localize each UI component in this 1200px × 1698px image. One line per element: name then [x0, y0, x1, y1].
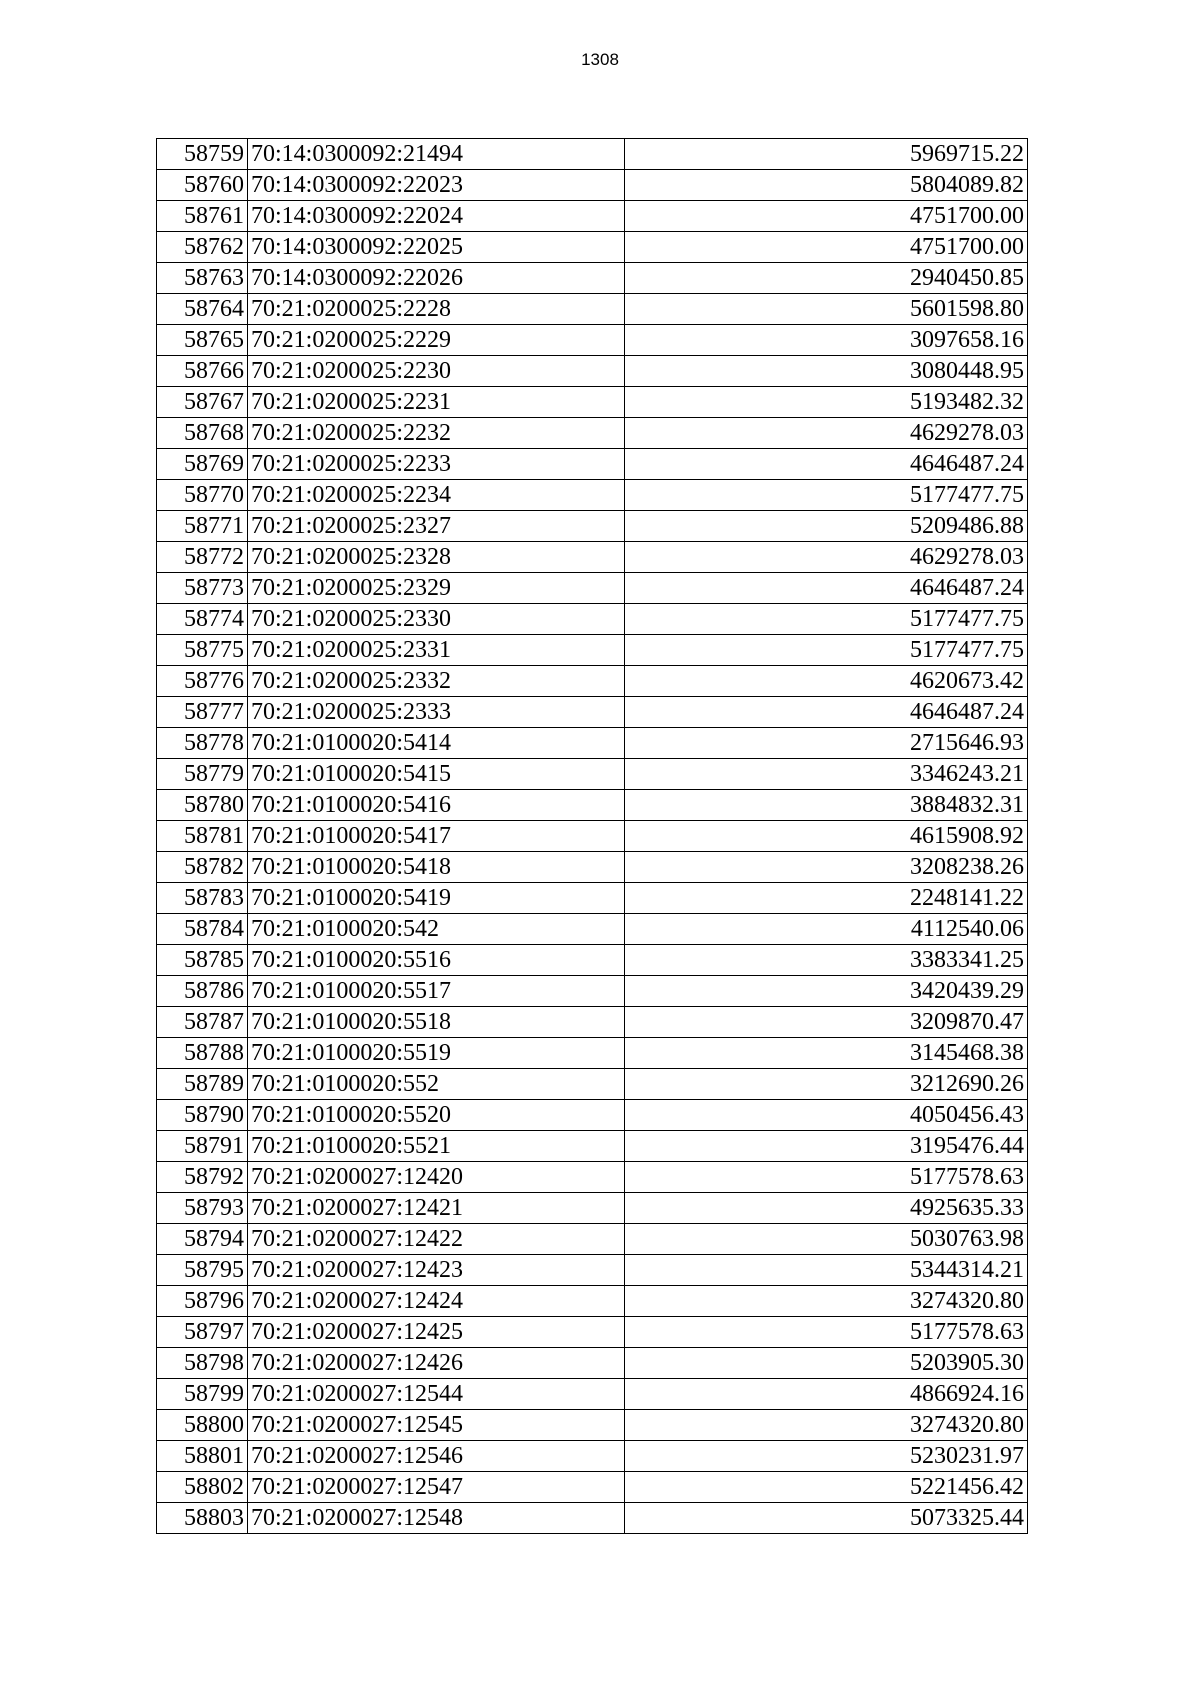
row-number-cell: 58792 — [157, 1162, 248, 1193]
table-row — [157, 728, 1028, 759]
value-cell: 3097658.16 — [625, 325, 1028, 356]
table-row — [157, 511, 1028, 542]
row-number-cell: 58759 — [157, 139, 248, 170]
table-row — [157, 263, 1028, 294]
cadastral-number-cell: 70:21:0100020:5415 — [248, 759, 625, 790]
table-row — [157, 1100, 1028, 1131]
row-number-cell: 58802 — [157, 1472, 248, 1503]
value-cell: 3080448.95 — [625, 356, 1028, 387]
cadastral-number-cell: 70:21:0200027:12547 — [248, 1472, 625, 1503]
row-number-cell: 58786 — [157, 976, 248, 1007]
value-cell: 5177578.63 — [625, 1162, 1028, 1193]
table-row — [157, 1131, 1028, 1162]
value-cell: 3884832.31 — [625, 790, 1028, 821]
value-cell: 4925635.33 — [625, 1193, 1028, 1224]
row-number-cell: 58798 — [157, 1348, 248, 1379]
row-number-cell: 58800 — [157, 1410, 248, 1441]
cadastral-number-cell: 70:21:0100020:5520 — [248, 1100, 625, 1131]
table-row — [157, 790, 1028, 821]
table-row — [157, 976, 1028, 1007]
value-cell: 5193482.32 — [625, 387, 1028, 418]
value-cell: 3346243.21 — [625, 759, 1028, 790]
value-cell: 5804089.82 — [625, 170, 1028, 201]
cadastral-number-cell: 70:21:0100020:5418 — [248, 852, 625, 883]
cadastral-number-cell: 70:21:0200027:12422 — [248, 1224, 625, 1255]
cadastral-number-cell: 70:21:0200027:12545 — [248, 1410, 625, 1441]
value-cell: 4646487.24 — [625, 449, 1028, 480]
row-number-cell: 58760 — [157, 170, 248, 201]
row-number-cell: 58794 — [157, 1224, 248, 1255]
row-number-cell: 58762 — [157, 232, 248, 263]
table-row — [157, 883, 1028, 914]
table-row — [157, 480, 1028, 511]
value-cell: 2248141.22 — [625, 883, 1028, 914]
table-row — [157, 759, 1028, 790]
cadastral-number-cell: 70:14:0300092:22023 — [248, 170, 625, 201]
row-number-cell: 58766 — [157, 356, 248, 387]
cadastral-value-table — [156, 138, 1028, 1534]
cadastral-number-cell: 70:21:0100020:5516 — [248, 945, 625, 976]
cadastral-number-cell: 70:21:0100020:5517 — [248, 976, 625, 1007]
cadastral-number-cell: 70:21:0200025:2330 — [248, 604, 625, 635]
table-row — [157, 294, 1028, 325]
table-row — [157, 1286, 1028, 1317]
row-number-cell: 58803 — [157, 1503, 248, 1534]
table-row — [157, 1038, 1028, 1069]
table-row — [157, 139, 1028, 170]
cadastral-number-cell: 70:21:0100020:5521 — [248, 1131, 625, 1162]
cadastral-number-cell: 70:14:0300092:22024 — [248, 201, 625, 232]
value-cell: 5030763.98 — [625, 1224, 1028, 1255]
table-row — [157, 449, 1028, 480]
cadastral-number-cell: 70:21:0200025:2230 — [248, 356, 625, 387]
value-cell: 3208238.26 — [625, 852, 1028, 883]
table-row — [157, 1410, 1028, 1441]
table-row — [157, 666, 1028, 697]
table-row — [157, 325, 1028, 356]
row-number-cell: 58781 — [157, 821, 248, 852]
value-cell: 5344314.21 — [625, 1255, 1028, 1286]
row-number-cell: 58799 — [157, 1379, 248, 1410]
value-cell: 2715646.93 — [625, 728, 1028, 759]
value-cell: 3212690.26 — [625, 1069, 1028, 1100]
cadastral-number-cell: 70:21:0100020:552 — [248, 1069, 625, 1100]
table-row — [157, 1255, 1028, 1286]
cadastral-number-cell: 70:21:0200027:12548 — [248, 1503, 625, 1534]
value-cell: 4629278.03 — [625, 418, 1028, 449]
value-cell: 5203905.30 — [625, 1348, 1028, 1379]
cadastral-number-cell: 70:21:0100020:5417 — [248, 821, 625, 852]
table-row — [157, 232, 1028, 263]
value-cell: 4629278.03 — [625, 542, 1028, 573]
cadastral-number-cell: 70:21:0200027:12426 — [248, 1348, 625, 1379]
value-cell: 5230231.97 — [625, 1441, 1028, 1472]
row-number-cell: 58782 — [157, 852, 248, 883]
row-number-cell: 58772 — [157, 542, 248, 573]
table-row — [157, 1162, 1028, 1193]
table-row — [157, 1348, 1028, 1379]
cadastral-number-cell: 70:21:0200027:12544 — [248, 1379, 625, 1410]
value-cell: 3274320.80 — [625, 1410, 1028, 1441]
row-number-cell: 58769 — [157, 449, 248, 480]
cadastral-number-cell: 70:21:0200025:2329 — [248, 573, 625, 604]
value-cell: 5601598.80 — [625, 294, 1028, 325]
row-number-cell: 58761 — [157, 201, 248, 232]
cadastral-number-cell: 70:14:0300092:22026 — [248, 263, 625, 294]
cadastral-number-cell: 70:21:0200025:2228 — [248, 294, 625, 325]
cadastral-number-cell: 70:21:0200027:12421 — [248, 1193, 625, 1224]
value-cell: 5177477.75 — [625, 635, 1028, 666]
cadastral-number-cell: 70:21:0100020:5416 — [248, 790, 625, 821]
row-number-cell: 58783 — [157, 883, 248, 914]
row-number-cell: 58790 — [157, 1100, 248, 1131]
cadastral-number-cell: 70:14:0300092:22025 — [248, 232, 625, 263]
row-number-cell: 58788 — [157, 1038, 248, 1069]
row-number-cell: 58784 — [157, 914, 248, 945]
value-cell: 4050456.43 — [625, 1100, 1028, 1131]
cadastral-number-cell: 70:21:0200025:2232 — [248, 418, 625, 449]
value-cell: 4112540.06 — [625, 914, 1028, 945]
value-cell: 5177477.75 — [625, 480, 1028, 511]
cadastral-number-cell: 70:21:0200027:12420 — [248, 1162, 625, 1193]
row-number-cell: 58785 — [157, 945, 248, 976]
page-number: 1308 — [581, 50, 619, 69]
cadastral-number-cell: 70:14:0300092:21494 — [248, 139, 625, 170]
table-row — [157, 914, 1028, 945]
row-number-cell: 58795 — [157, 1255, 248, 1286]
row-number-cell: 58791 — [157, 1131, 248, 1162]
table-row — [157, 1193, 1028, 1224]
row-number-cell: 58777 — [157, 697, 248, 728]
cadastral-number-cell: 70:21:0200025:2332 — [248, 666, 625, 697]
table-body — [157, 139, 1028, 1534]
row-number-cell: 58771 — [157, 511, 248, 542]
cadastral-number-cell: 70:21:0200025:2333 — [248, 697, 625, 728]
row-number-cell: 58779 — [157, 759, 248, 790]
row-number-cell: 58765 — [157, 325, 248, 356]
cadastral-number-cell: 70:21:0200025:2234 — [248, 480, 625, 511]
cadastral-number-cell: 70:21:0200025:2229 — [248, 325, 625, 356]
table-row — [157, 852, 1028, 883]
value-cell: 4646487.24 — [625, 697, 1028, 728]
cadastral-number-cell: 70:21:0100020:5419 — [248, 883, 625, 914]
value-cell: 3274320.80 — [625, 1286, 1028, 1317]
cadastral-number-cell: 70:21:0100020:5518 — [248, 1007, 625, 1038]
row-number-cell: 58773 — [157, 573, 248, 604]
value-cell: 4615908.92 — [625, 821, 1028, 852]
row-number-cell: 58793 — [157, 1193, 248, 1224]
row-number-cell: 58770 — [157, 480, 248, 511]
cadastral-number-cell: 70:21:0200025:2231 — [248, 387, 625, 418]
value-cell: 5177578.63 — [625, 1317, 1028, 1348]
table-row — [157, 387, 1028, 418]
table-row — [157, 170, 1028, 201]
table-row — [157, 604, 1028, 635]
value-cell: 4751700.00 — [625, 201, 1028, 232]
row-number-cell: 58776 — [157, 666, 248, 697]
row-number-cell: 58778 — [157, 728, 248, 759]
row-number-cell: 58787 — [157, 1007, 248, 1038]
table-row — [157, 1503, 1028, 1534]
cadastral-number-cell: 70:21:0200027:12546 — [248, 1441, 625, 1472]
value-cell: 3195476.44 — [625, 1131, 1028, 1162]
table-row — [157, 542, 1028, 573]
table-row — [157, 573, 1028, 604]
cadastral-number-cell: 70:21:0100020:5414 — [248, 728, 625, 759]
value-cell: 4620673.42 — [625, 666, 1028, 697]
value-cell: 5073325.44 — [625, 1503, 1028, 1534]
value-cell: 2940450.85 — [625, 263, 1028, 294]
cadastral-number-cell: 70:21:0200025:2233 — [248, 449, 625, 480]
row-number-cell: 58780 — [157, 790, 248, 821]
table-row — [157, 1379, 1028, 1410]
table-row — [157, 1069, 1028, 1100]
value-cell: 3420439.29 — [625, 976, 1028, 1007]
cadastral-number-cell: 70:21:0200025:2327 — [248, 511, 625, 542]
value-cell: 3209870.47 — [625, 1007, 1028, 1038]
row-number-cell: 58797 — [157, 1317, 248, 1348]
row-number-cell: 58801 — [157, 1441, 248, 1472]
cadastral-number-cell: 70:21:0200025:2328 — [248, 542, 625, 573]
row-number-cell: 58768 — [157, 418, 248, 449]
value-cell: 5209486.88 — [625, 511, 1028, 542]
table-row — [157, 697, 1028, 728]
cadastral-number-cell: 70:21:0100020:5519 — [248, 1038, 625, 1069]
value-cell: 5969715.22 — [625, 139, 1028, 170]
value-cell: 4646487.24 — [625, 573, 1028, 604]
value-cell: 4751700.00 — [625, 232, 1028, 263]
row-number-cell: 58789 — [157, 1069, 248, 1100]
table-row — [157, 1472, 1028, 1503]
row-number-cell: 58774 — [157, 604, 248, 635]
cadastral-number-cell: 70:21:0200027:12423 — [248, 1255, 625, 1286]
table-row — [157, 356, 1028, 387]
row-number-cell: 58767 — [157, 387, 248, 418]
cadastral-number-cell: 70:21:0200025:2331 — [248, 635, 625, 666]
value-cell: 4866924.16 — [625, 1379, 1028, 1410]
value-cell: 3145468.38 — [625, 1038, 1028, 1069]
row-number-cell: 58763 — [157, 263, 248, 294]
table-row — [157, 945, 1028, 976]
cadastral-number-cell: 70:21:0200027:12425 — [248, 1317, 625, 1348]
table-row — [157, 418, 1028, 449]
cadastral-number-cell: 70:21:0100020:542 — [248, 914, 625, 945]
table-row — [157, 1317, 1028, 1348]
row-number-cell: 58764 — [157, 294, 248, 325]
cadastral-number-cell: 70:21:0200027:12424 — [248, 1286, 625, 1317]
value-cell: 3383341.25 — [625, 945, 1028, 976]
table-row — [157, 635, 1028, 666]
row-number-cell: 58796 — [157, 1286, 248, 1317]
table-row — [157, 201, 1028, 232]
table-row — [157, 1007, 1028, 1038]
table-row — [157, 1441, 1028, 1472]
table-row — [157, 821, 1028, 852]
value-cell: 5177477.75 — [625, 604, 1028, 635]
value-cell: 5221456.42 — [625, 1472, 1028, 1503]
row-number-cell: 58775 — [157, 635, 248, 666]
table-row — [157, 1224, 1028, 1255]
